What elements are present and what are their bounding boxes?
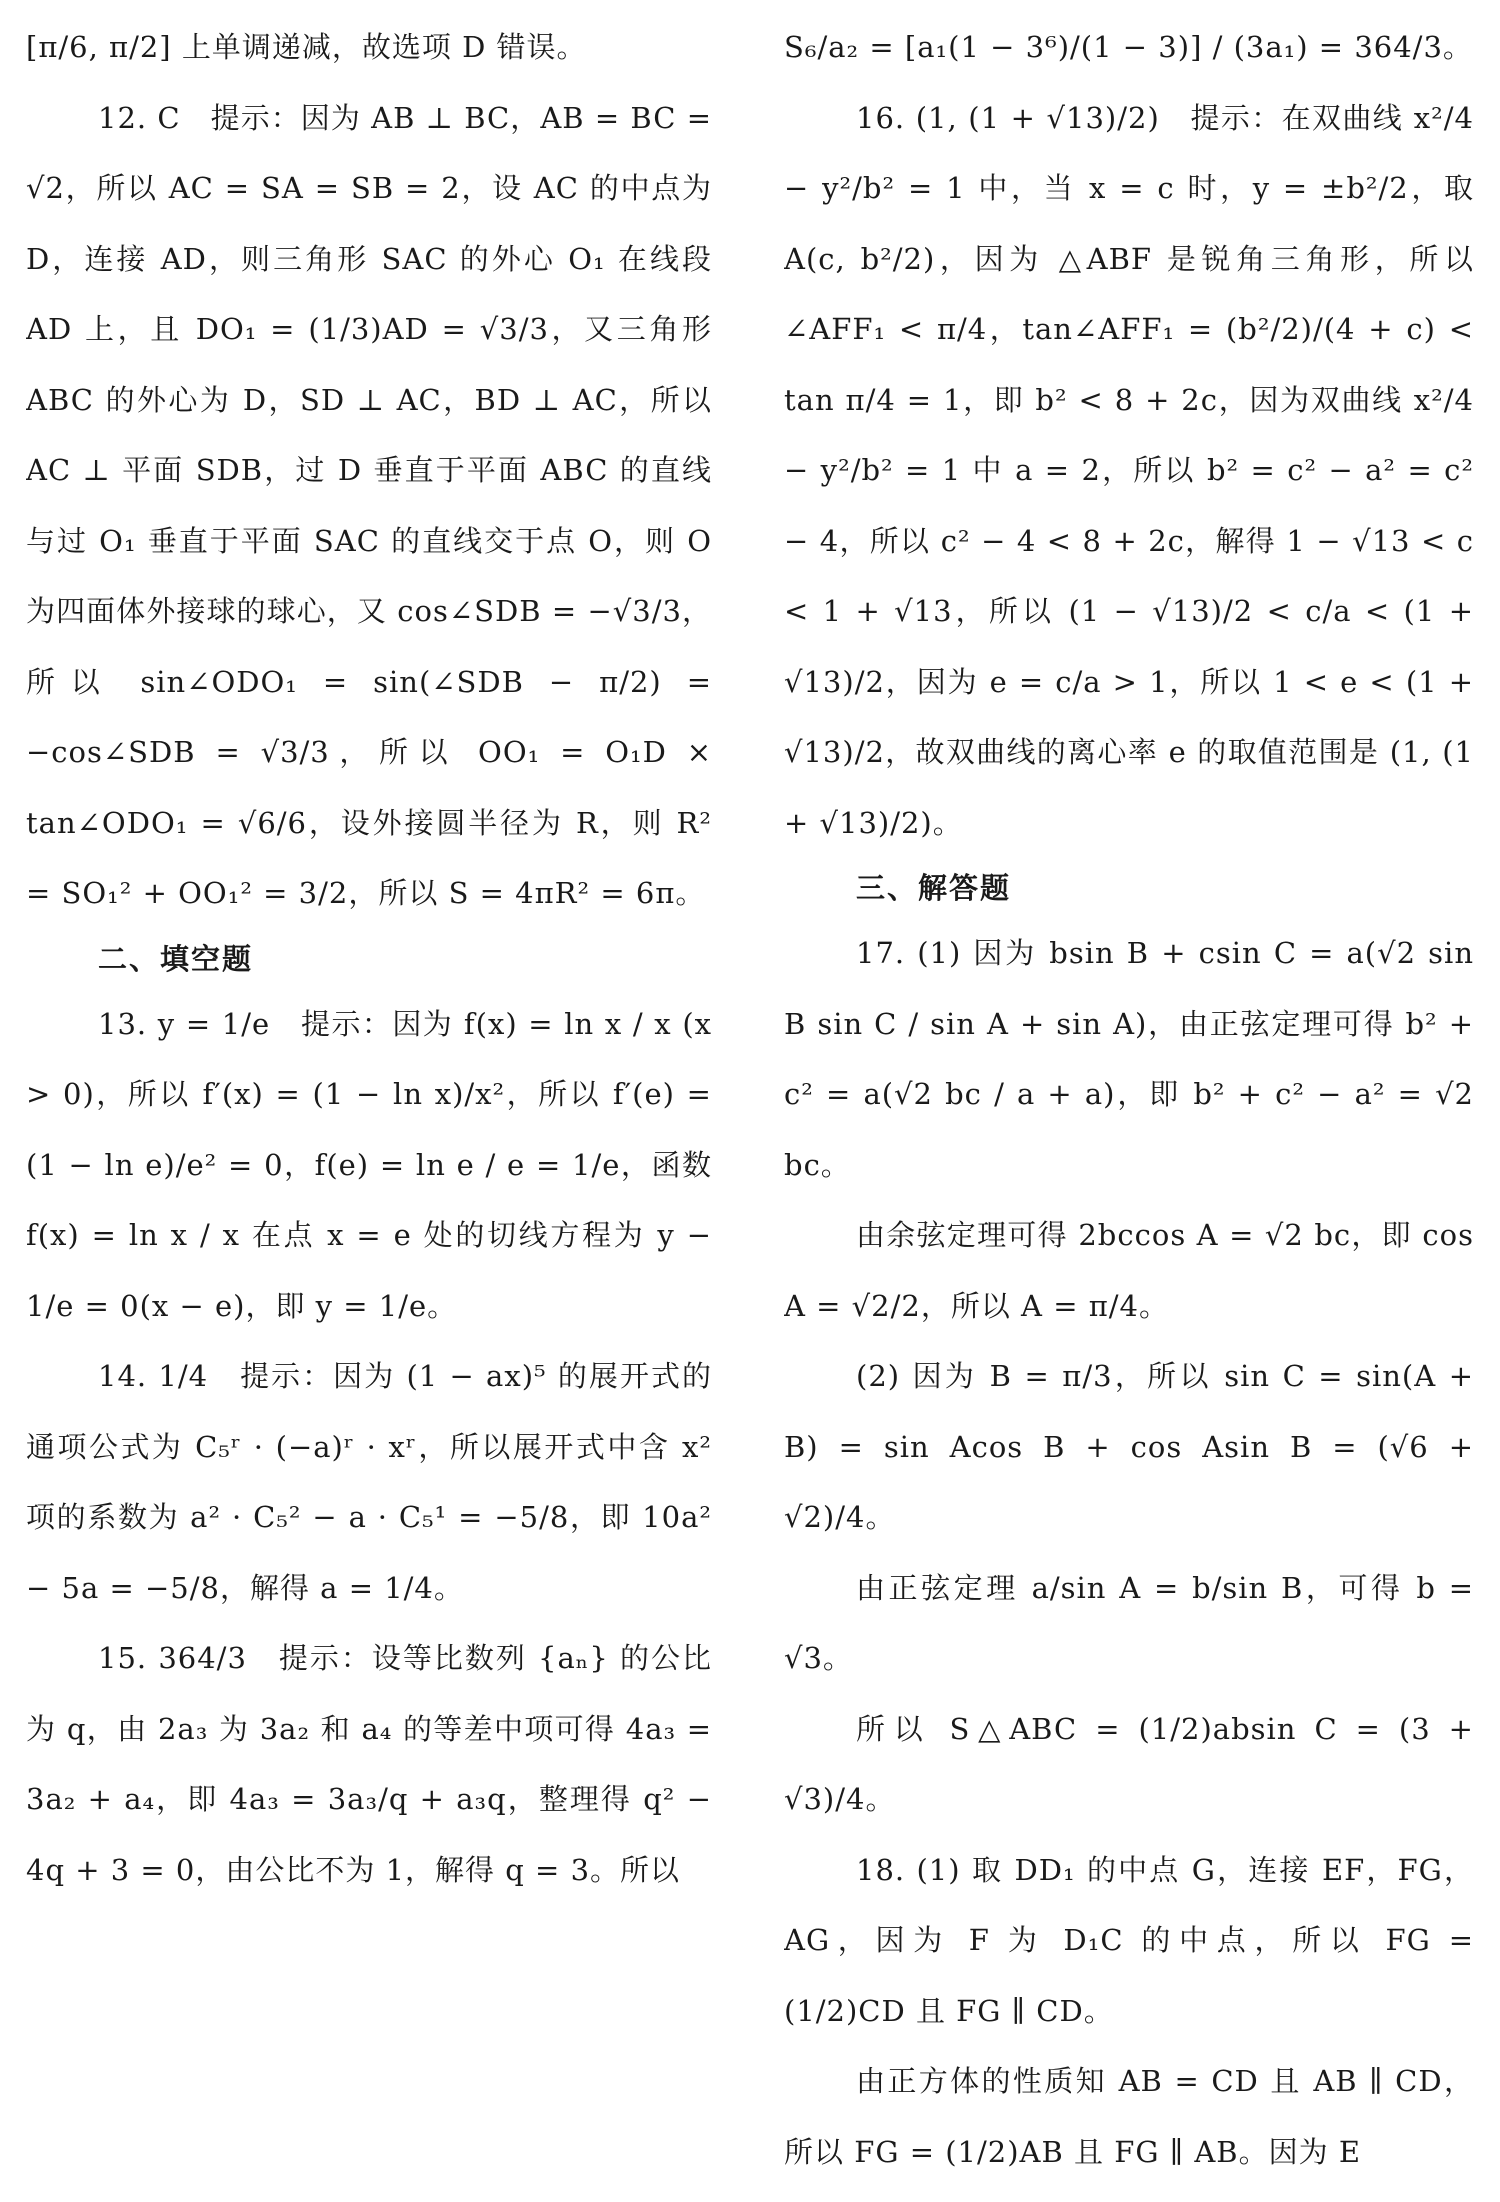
paragraph-problem-17-sine: 由正弦定理 a/sin A = b/sin B，可得 b = √3。 [784,1570,1474,1675]
paragraph-problem-18-part1: 18. (1) 取 DD₁ 的中点 G，连接 EF，FG，AG，因为 F 为 D₁C 的中点，所以 FG = (1/2)CD 且 FG ∥ CD。 [784,1852,1474,2028]
section-heading-answers: 三、解答题 [856,871,1012,905]
left-column [26,0,712,2202]
right-column [784,0,1474,2202]
paragraph-problem-16: 16. (1, (1 + √13)/2) 提示：在双曲线 x²/4 − y²/b² = 1 中，当 x = c 时，y = ±b²/2，取 A(c, b²/2)，因为 △ABF 是锐角三角形，所以 ∠AFF₁ < π/4，tan∠AFF₁ = (b²/2)/(4 + c) < tan π/4 = 1，即 b² < 8 + 2c，因为双曲线 x²/4 − y²/b² = 1 中 a = 2，所以 b² = c² − a² = c² − 4，所以 c² − 4 < 8 + 2c，解得 1 − √13 < c < 1 + √13，所以 (1 − √13)/2 < c/a < (1 + √13)/2，因为 e = c/a > 1，所以 1 < e < (1 + √13)/2，故双曲线的离心率 e 的取值范围是 (1, (1 + √13)/2)。 [784,100,1474,840]
paragraph-problem-15: 15. 364/3 提示：设等比数列 {aₙ} 的公比为 q，由 2a₃ 为 3a₂ 和 a₄ 的等差中项可得 4a₃ = 3a₂ + a₄，即 4a₃ = 3a₃/q + a₃q，整理得 q² − 4q + 3 = 0，由公比不为 1，解得 q = 3。所以 [26,1641,712,1887]
paragraph-problem-17-part2: (2) 因为 B = π/3，所以 sin C = sin(A + B) = sin Acos B + cos Asin B = (√6 + √2)/4。 [784,1359,1474,1534]
paragraph-problem-12: 12. C 提示：因为 AB ⊥ BC，AB = BC = √2，所以 AC = SA = SB = 2，设 AC 的中点为 D，连接 AD，则三角形 SAC 的外心 O₁ 在线段 AD 上，且 DO₁ = (1/3)AD = √3/3，又三角形 ABC 的外心为 D，SD ⊥ AC，BD ⊥ AC，所以 AC ⊥ 平面 SDB，过 D 垂直于平面 ABC 的直线与过 O₁ 垂直于平面 SAC 的直线交于点 O，则 O 为四面体外接球的球心，又 cos∠SDB = −√3/3，所以 sin∠ODO₁ = sin(∠SDB − π/2) = −cos∠SDB = √3/3，所以 OO₁ = O₁D × tan∠ODO₁ = √6/6，设外接圆半径为 R，则 R² = SO₁² + OO₁² = 3/2，所以 S = 4πR² = 6π。 [26,100,712,910]
section-heading-fill-in: 二、填空题 [98,941,254,976]
paragraph-problem-17-part1: 17. (1) 因为 bsin B + csin C = a(√2 sin B sin C / sin A + sin A)，由正弦定理可得 b² + c² = a(√2 bc / a + a)，即 b² + c² − a² = √2 bc。 [784,936,1474,1182]
paragraph-problem-15-cont: S₆/a₂ = [a₁(1 − 3⁶)/(1 − 3)] / (3a₁) = 364/3。 [784,30,1473,64]
paragraph-problem-17-cosine: 由余弦定理可得 2bccos A = √2 bc，即 cos A = √2/2，所以 A = π/4。 [784,1218,1474,1323]
paragraph-problem-13: 13. y = 1/e 提示：因为 f(x) = ln x / x (x > 0)，所以 f′(x) = (1 − ln x)/x²，所以 f′(e) = (1 − ln e)/e² = 0，f(e) = ln e / e = 1/e，函数 f(x) = ln x / x 在点 x = e 处的切线方程为 y − 1/e = 0(x − e)，即 y = 1/e。 [26,1006,712,1323]
paragraph-problem-17-area: 所以 S△ABC = (1/2)absin C = (3 + √3)/4。 [784,1711,1474,1816]
paragraph-problem-18-cont: 由正方体的性质知 AB = CD 且 AB ∥ CD，所以 FG = (1/2)AB 且 FG ∥ AB。因为 E [784,2064,1474,2169]
paragraph-problem-14: 14. 1/4 提示：因为 (1 − ax)⁵ 的展开式的通项公式为 C₅ʳ · (−a)ʳ · xʳ，所以展开式中含 x² 项的系数为 a² · C₅² − a · C₅¹ = −5/8，即 10a² − 5a = −5/8，解得 a = 1/4。 [26,1359,712,1605]
paragraph-1: [π/6, π/2] 上单调递减，故选项 D 错误。 [26,30,587,64]
